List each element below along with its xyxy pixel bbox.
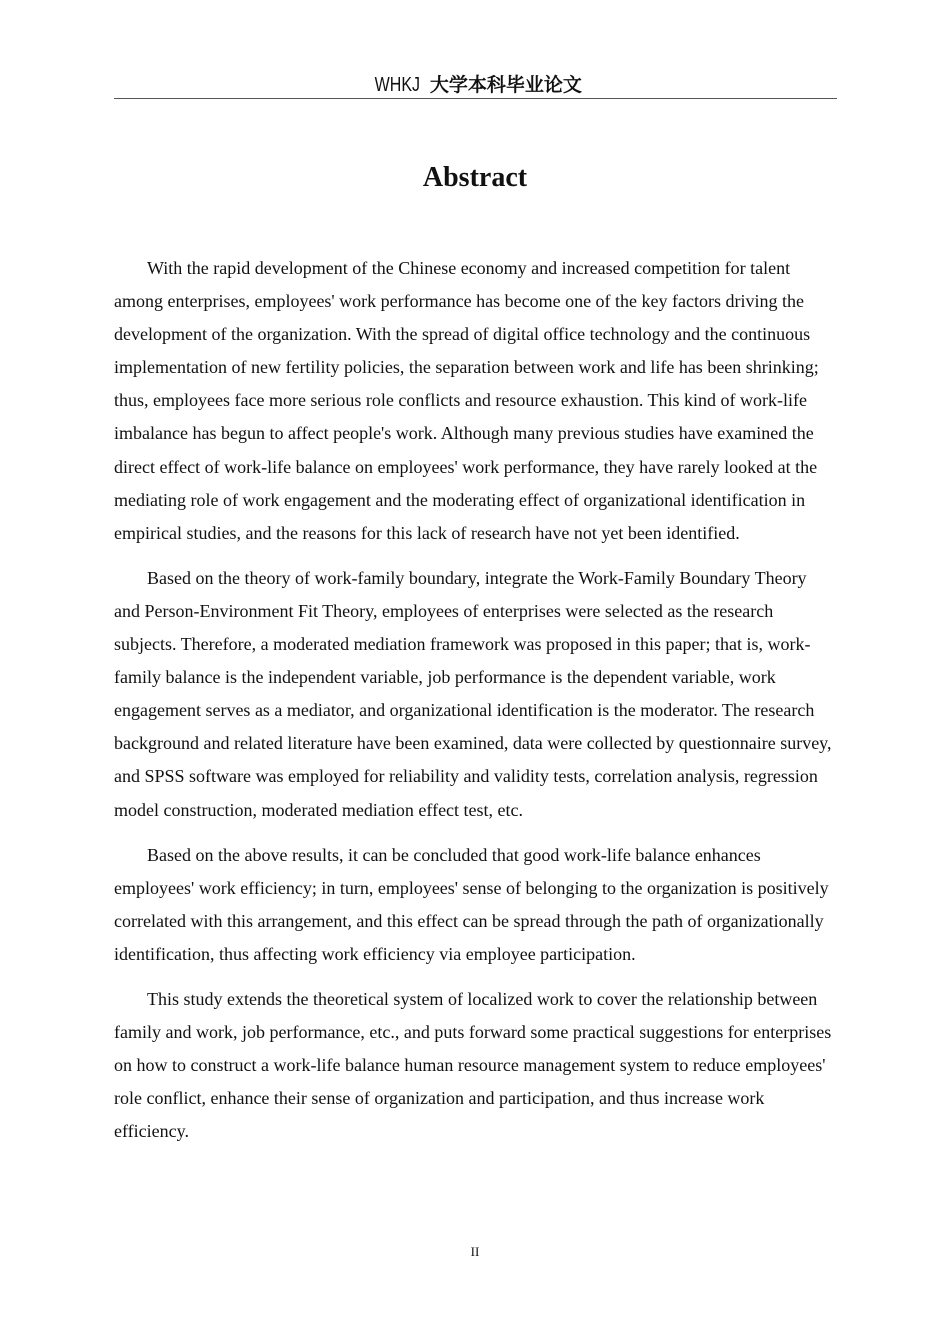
header-thesis-label: 大学本科毕业论文 xyxy=(429,74,582,96)
abstract-paragraph-3: Based on the above results, it can be concluded that good work-life balance enhances employees' work efficiency; in turn, employees' sense of belonging to the organization is positively correlated with this arrangement, and this effect can be spread through the path of organizationally identification, thus affecting work efficiency via employee participation. xyxy=(114,844,829,964)
page-number: II xyxy=(470,1244,480,1259)
header-university-code: WHKJ xyxy=(374,74,421,96)
running-header xyxy=(114,70,837,99)
abstract-paragraph-1: With the rapid development of the Chinese economy and increased competition for talent among enterprises, employees' work performance has become one of the key factors driving the development of the organization. With the spread of digital office technology and the continuous implementation of new fertility policies, the separation between work and life has been shrinking; thus, employees face more serious role conflicts and resource exhaustion. This kind of work-life imbalance has begun to affect people's work. Although many previous studies have examined the direct effect of work-life balance on employees' work performance, they have rarely looked at the mediating role of work engagement and the moderating effect of organizational identification in empirical studies, and the reasons for this lack of research have not yet been identified. xyxy=(114,258,819,543)
page-title: Abstract xyxy=(422,162,528,193)
abstract-paragraph-4: This study extends the theoretical system of localized work to cover the relationship between family and work, job performance, etc., and puts forward some practical suggestions for enterprises on how to construct a work-life balance human resource management system to reduce employees' role conflict, enhance their sense of organization and participation, and thus increase work efficiency. xyxy=(114,988,832,1142)
abstract-body xyxy=(114,252,837,1160)
abstract-paragraph-2: Based on the theory of work-family boundary, integrate the Work-Family Boundary Theory and Person-Environment Fit Theory, employees of enterprises were selected as the research subjects. Therefore, a moderated mediation framework was proposed in this paper; that is, work-family balance is the independent variable, job performance is the dependent variable, work engagement serves as a mediator, and organizational identification is the moderator. The research background and related literature have been examined, data were collected by questionnaire survey, and SPSS software was employed for reliability and validity tests, correlation analysis, regression model construction, moderated mediation effect test, etc. xyxy=(114,567,832,820)
